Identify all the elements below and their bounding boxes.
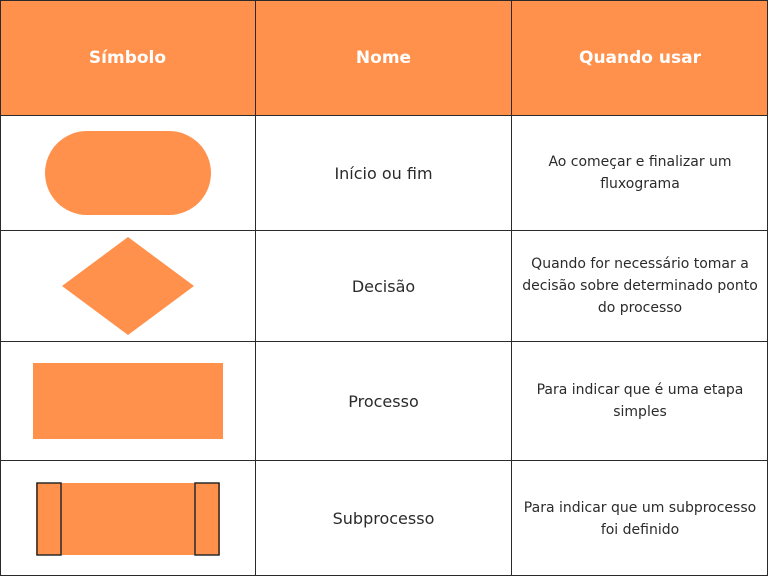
header-symbol: Símbolo: [0, 0, 256, 115]
usage-description: Para indicar que um subprocesso foi definido: [523, 499, 757, 538]
usage-description: Para indicar que é uma etapa simples: [536, 382, 744, 420]
when-cell: [512, 116, 768, 230]
symbol-cell: [0, 231, 256, 341]
table-row: [0, 231, 768, 342]
when-cell: [512, 231, 768, 341]
table-row: [0, 342, 768, 461]
name-cell: [256, 116, 512, 230]
symbol-name: Início ou fim: [334, 163, 433, 183]
name-cell: [256, 231, 512, 341]
subprocess-icon: [36, 482, 220, 556]
table-row: [0, 116, 768, 231]
terminator-icon: [45, 131, 211, 215]
usage-description: Ao começar e finalizar um fluxograma: [548, 154, 732, 192]
symbol-name: Decisão: [351, 276, 416, 296]
symbol-name: Subprocesso: [332, 509, 435, 528]
table-row: [0, 461, 768, 576]
when-cell: [512, 342, 768, 460]
symbol-cell: [0, 116, 256, 230]
header-when: Quando usar: [579, 47, 701, 68]
usage-description: Quando for necessário tomar a decisão sobre determinado ponto do processo: [522, 256, 758, 316]
table-header: [0, 0, 768, 116]
name-cell: [256, 461, 512, 576]
symbol-cell: [0, 461, 256, 576]
decision-diamond-icon: [62, 237, 194, 335]
header-name: Nome: [256, 0, 512, 115]
symbol-name: Processo: [348, 391, 419, 411]
when-cell: [512, 461, 768, 576]
symbol-cell: [0, 342, 256, 460]
process-rectangle-icon: [33, 363, 223, 439]
name-cell: [256, 342, 512, 460]
